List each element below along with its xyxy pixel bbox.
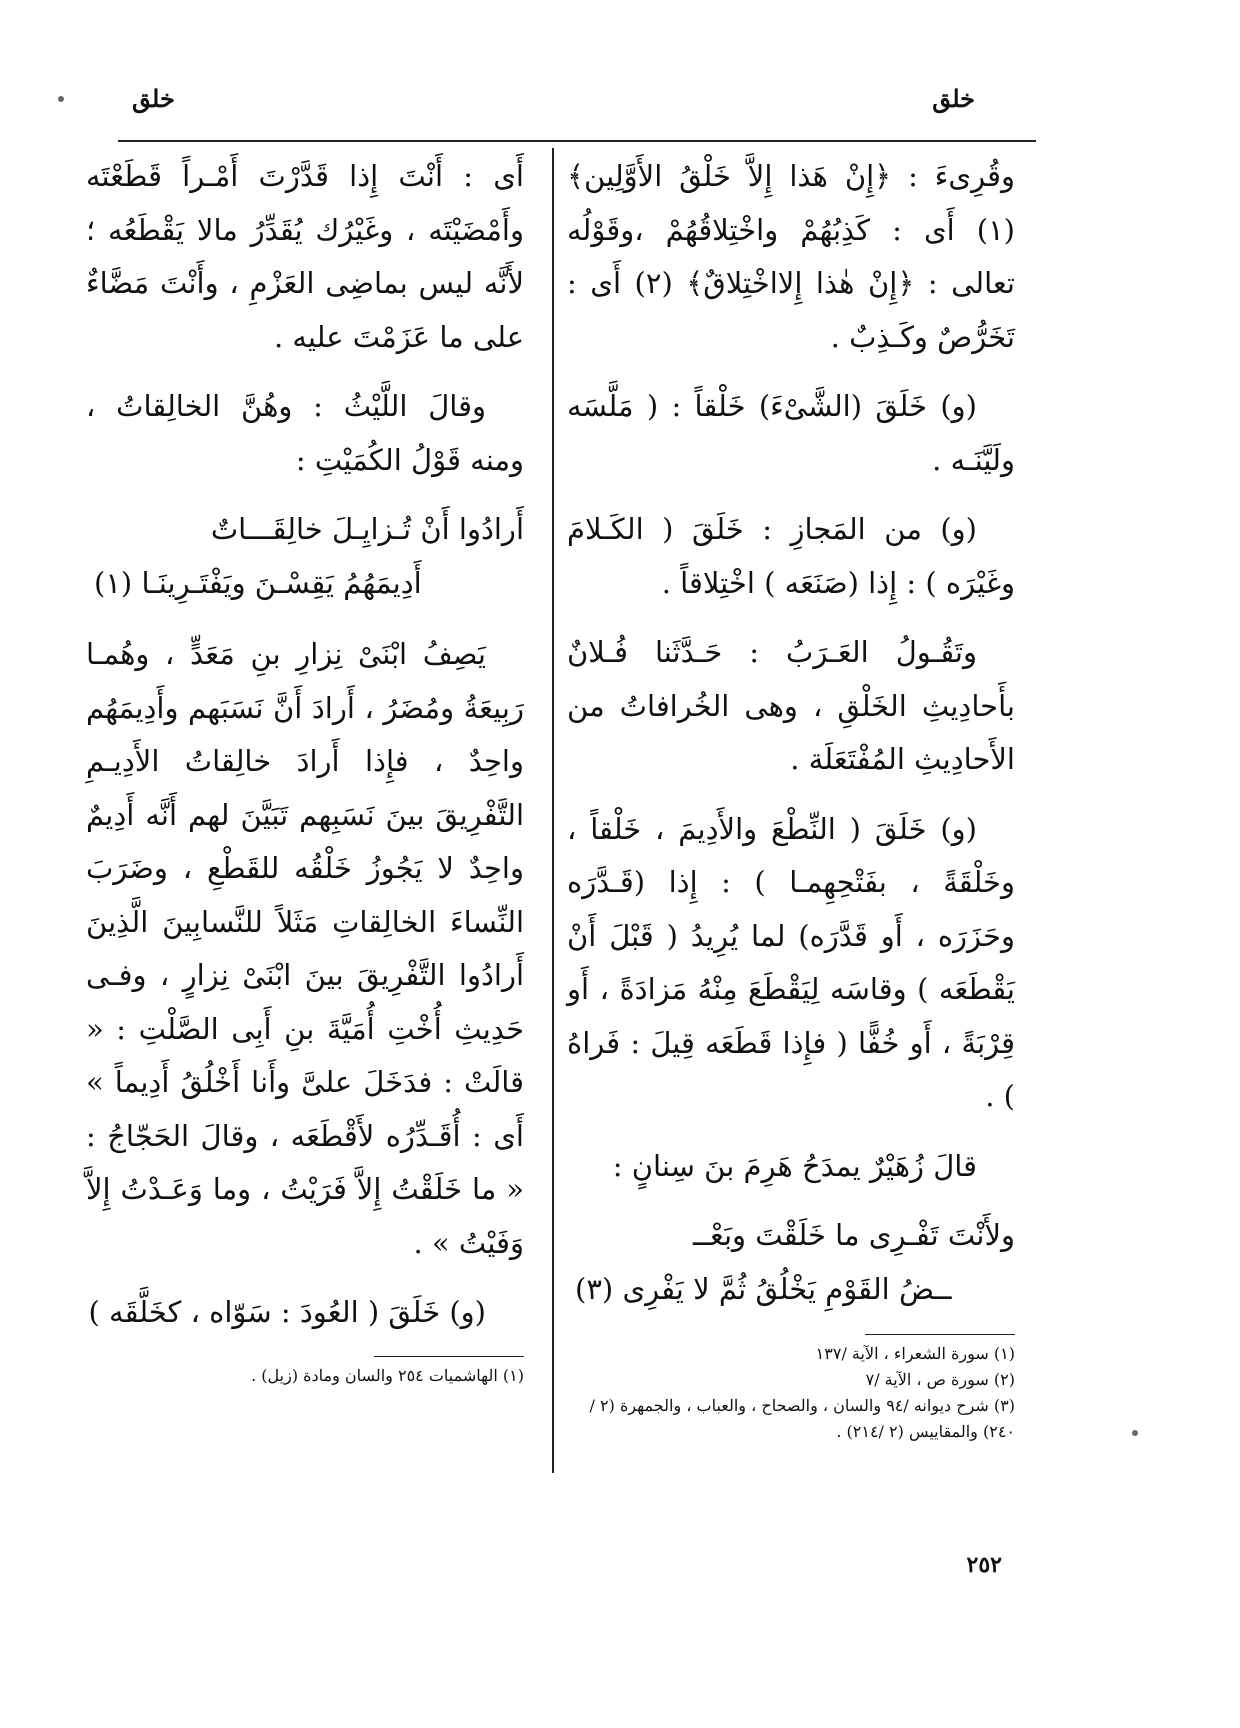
paragraph: يَصِفُ ابْنَىْ نِزارِ بنِ مَعَدٍّ ، وهُمـا رَبِيعَةُ ومُضَرُ ، أَرادَ أَنَّ نَسَبَهم وأَدِيمَهُم واحِدٌ ، فإِذا أَرادَ خالِقاتُ الأَدِيـمِ التَّفْرِيقَ بينَ نَسَبِهم تَبَيَّنَ لهم أَنَّه أَدِيمٌ واحِدٌ لا يَجُوزُ خَلْقُه للقَطْعِ ، وضَرَبَ النِّساءَ الخالِقاتِ مَثَلاً للنَّسابِينَ الَّذِينَ أَرادُوا التَّفْرِيقَ بينَ ابْنَىْ نِزارٍ ، وفـى حَدِيثِ أُخْتِ أُمَيَّةَ بنِ أَبِى الصَّلْتِ : « قالَتْ : فدَخَلَ علىَّ وأَنا أَخْلُقُ أَدِيماً » أَى : أُقَـدِّرُه لأَقْطَعَه ، وقالَ الحَجّاجُ : « ما خَلَقْتُ إِلاَّ فَرَيْتُ ، وما وَعَـدْتُ إِلاَّ وَفَيْتُ » . (86, 637, 524, 1260)
footnote-rule (865, 1334, 1015, 1335)
page-number: ٢٥٢ (966, 1552, 1002, 1578)
verse-hemistich-1: أَرادُوا أَنْ تُـزايِـلَ خالِقَـــاتٌ (210, 512, 524, 546)
column-divider (552, 148, 554, 1473)
header-rule (118, 140, 1036, 142)
scan-speck (58, 96, 64, 102)
scan-speck (1132, 1430, 1138, 1436)
paragraph: وقالَ اللَّيْثُ : وهُنَّ الخالِقاتُ ، ومنه قَوْلُ الكُمَيْتِ : (86, 389, 524, 477)
verse-hemistich-2: أَدِيمَهُمُ يَقِسْـنَ ويَفْتَـرِينَـا (١) (94, 565, 422, 600)
paragraph: (و) خَلَقَ ( النِّطْعَ والأَدِيمَ ، خَلْقاً ، وخَلْقَةً ، بفَتْحِهِمـا ) : إِذا (قَـدَّرَه وحَزَرَه ، أَو قَدَّرَه) لما يُرِيدُ ( قَبْلَ أَنْ يَقْطَعَه ) وقاسَه لِيَقْطَعَ مِنْهُ مَزادَةً ، أَو قِرْبَةً ، أَو خُفًّا ( فإِذا قَطَعَه قِيلَ : فَراهُ ) . (567, 811, 1015, 1113)
verse-hemistich-2: ــضُ القَوْمِ يَخْلُقُ ثُمَّ لا يَفْرِى (٣) (575, 1271, 952, 1306)
verse (567, 1209, 1015, 1316)
footnote-rule (374, 1356, 524, 1357)
footnote: (٢) سورة ص ، الآية /٧ (865, 1370, 1015, 1389)
paragraph: أَى : أَنْتَ إِذا قَدَّرْتَ أَمْـراً قَطَعْتَه وأَمْضَيْتَه ، وغَيْرُك يُقَدِّرُ مالا يَقْطَعُه ؛ لأَنَّه ليس بماضِى العَزْمِ ، وأَنْتَ مَضَّاءٌ على ما عَزَمْتَ عليه . (86, 159, 524, 354)
right-column (567, 150, 1015, 1445)
paragraph: وقُرِىءَ : ﴿إِنْ هَذا إِلاَّ خَلْقُ الأَوَّلِين﴾ (١) أَى : كَذِبُهُمْ واخْتِلاقُهُمْ ،وقَوْلُه تعالى : ﴿إِنْ هٰذا إِلااخْتِلاقٌ﴾ (٢) أَى : تَخَرُّصٌ وكَـذِبٌ . (567, 159, 1015, 354)
header-word-right: خلق (932, 84, 975, 113)
paragraph: (و) خَلَقَ ( العُودَ : سَوّاه ، كخَلَّقَه ) (88, 1295, 486, 1329)
paragraph: (و) خَلَقَ (الشَّىْءَ) خَلْقاً : ( مَلَّسَه ولَيَّنَـه . (567, 389, 1015, 477)
paragraph: قالَ زُهَيْرٌ يمدَحُ هَرِمَ بنَ سِنانٍ : (612, 1148, 977, 1183)
verse-hemistich-1: ولأَنْتَ تَفْـرِى ما خَلَقْتَ وبَعْــ (692, 1218, 1015, 1252)
footnote: (١) الهاشميات ٢٥٤ والسان ومادة (زيل) . (251, 1365, 524, 1385)
paragraph: وتَقُـولُ العَـرَبُ : حَـدَّثَنا فُـلانٌ بأَحادِيثِ الخَلْقِ ، وهى الخُرافاتُ من الأَحادِيثِ المُفْتَعَلَة . (567, 635, 1015, 776)
paragraph: (و) من المَجازِ : خَلَقَ ( الكَـلامَ وغَيْرَه ) : إِذا (صَنَعَه ) اخْتِلاقاً . (567, 512, 1015, 600)
verse (86, 503, 524, 610)
header-word-left: خلق (132, 84, 175, 113)
footnote: (٣) شرح ديوانه /٩٤ والسان ، والصحاح ، والعباب ، والجمهرة (٢ /٢٤٠) والمقاييس (٢ /٢١٤) . (589, 1396, 1015, 1441)
left-column (86, 150, 524, 1389)
footnote: (١) سورة الشعراء ، الآية /١٣٧ (815, 1344, 1015, 1363)
